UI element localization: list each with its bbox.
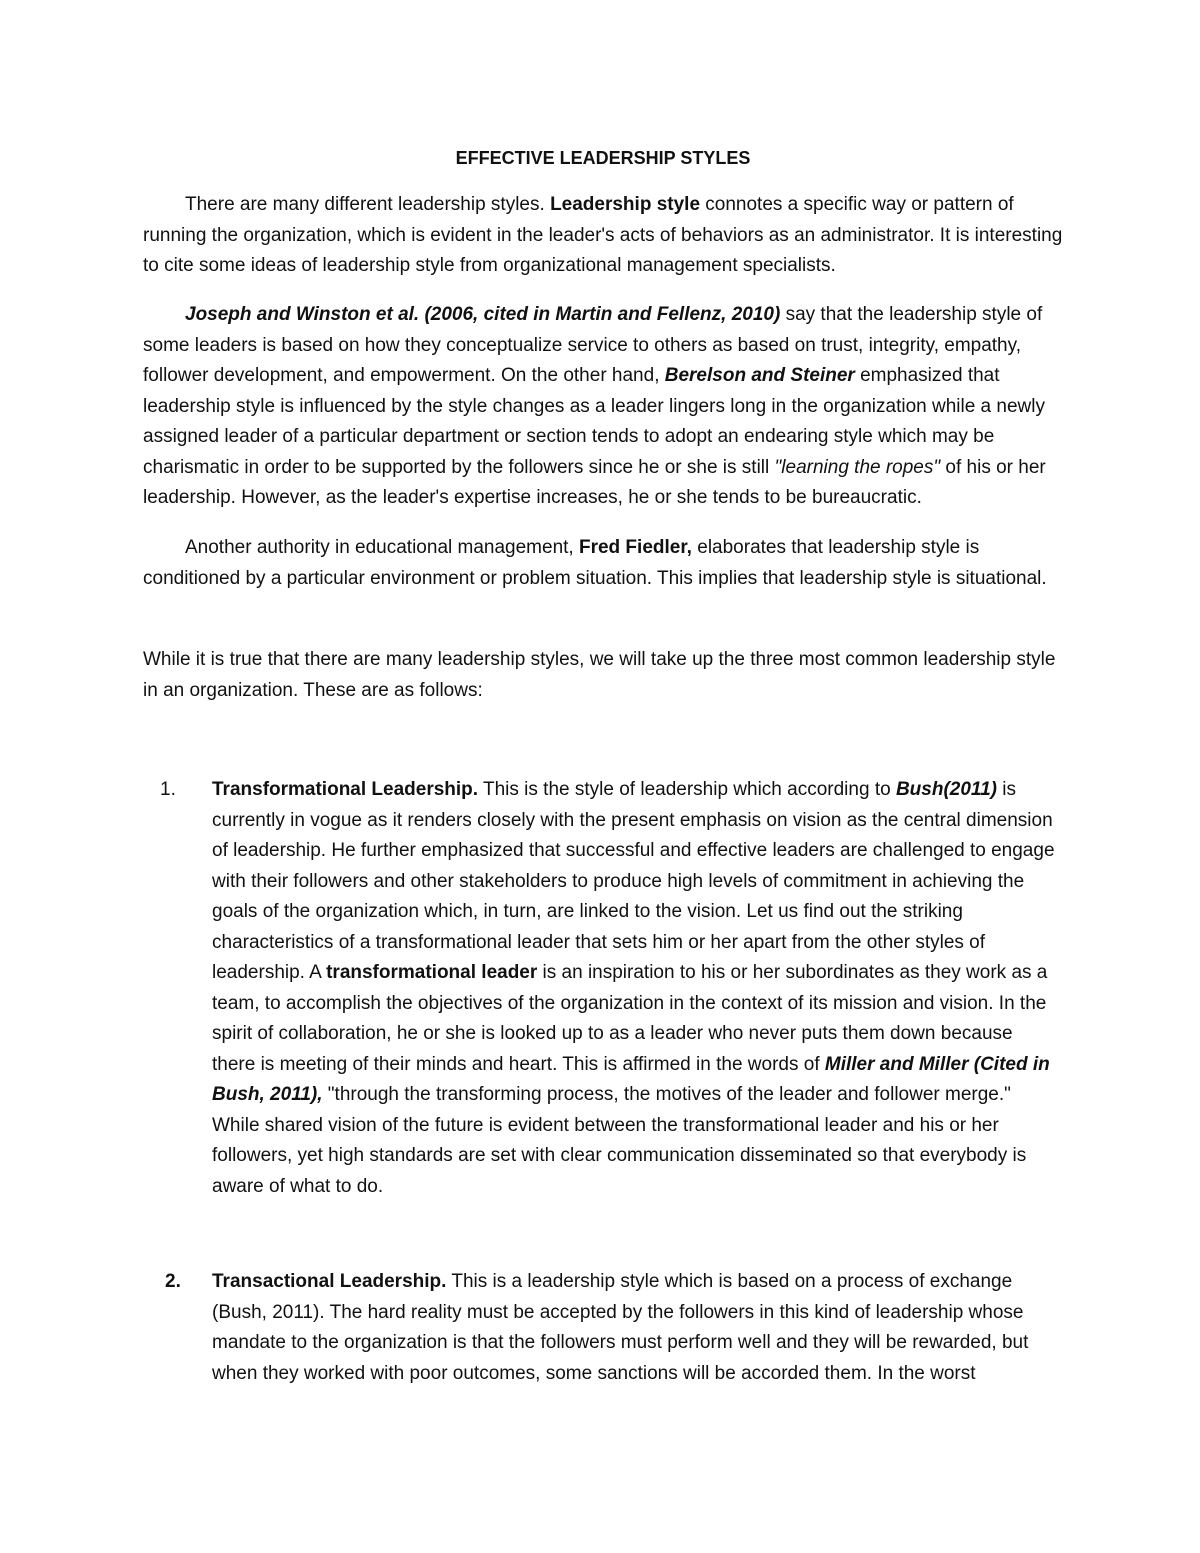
citation-berelson-steiner: Berelson and Steiner bbox=[664, 365, 855, 386]
citation-joseph-winston: Joseph and Winston et al. (2006, cited in Martin and Fellenz, 2010) bbox=[185, 304, 781, 325]
transformational-text-3: is an inspiration to his or her subordinates as they work as a team, to accomplish the objectives of the organization in the context of its mission and vision. In the spirit of collaboration, he or she is looked up to as a leader who never puts them down because there is meeting of their minds and heart. This is affirmed in the words of bbox=[212, 962, 1048, 1075]
term-transformational-leader: transformational leader bbox=[326, 962, 538, 983]
citation-miller-and-miller: Miller and Miller (Cited in Bush, 2011), bbox=[212, 1053, 1050, 1105]
citations-paragraph bbox=[143, 300, 1063, 514]
fiedler-text-1: Another authority in educational management, bbox=[185, 537, 579, 558]
transformational-text-1: This is the style of leadership which according to bbox=[478, 779, 896, 800]
intro-paragraph bbox=[143, 190, 1063, 282]
term-leadership-style: Leadership style bbox=[550, 194, 701, 215]
heading-transactional-leadership: Transactional Leadership. bbox=[212, 1271, 447, 1292]
list-item-number: 2. bbox=[165, 1271, 181, 1292]
list-item-body bbox=[212, 1267, 1057, 1389]
author-fred-fiedler: Fred Fiedler, bbox=[578, 537, 692, 558]
transactional-text-1: This is a leadership style which is based on a process of exchange (Bush, 2011). The hard reality must be accepted by the followers in this kind of leadership whose mandate to the organization is that the followers must perform well and they will be rewarded, but when they worked with poor outcomes, some sanctions will be accorded them. In the worst bbox=[212, 1271, 1029, 1384]
quote-learning-the-ropes: "learning the ropes" bbox=[774, 456, 941, 478]
citation-bush-2011: Bush(2011) bbox=[895, 779, 997, 800]
list-item-body bbox=[212, 775, 1057, 1202]
citations-text-3: of his or her leadership. However, as the leader's expertise increases, he or she tends to be bureaucratic. bbox=[143, 456, 1046, 508]
intro-text-2: connotes a specific way or pattern of running the organization, which is evident in the leader's acts of behaviors as an administrator. It is interesting to cite some ideas of leadership style from organizational management specialists. bbox=[143, 194, 1063, 276]
styles-intro-paragraph: While it is true that there are many leadership styles, we will take up the three most common leadership style in an organization. These are as follows: bbox=[143, 649, 1056, 701]
citations-text-1: say that the leadership style of some leaders is based on how they conceptualize service to others as based on trust, integrity, empathy, follower development, and empowerment. On the other hand, bbox=[143, 304, 1043, 386]
heading-transformational-leadership: Transformational Leadership. bbox=[212, 779, 479, 800]
transformational-text-4: "through the transforming process, the motives of the leader and follower merge." While shared vision of the future is evident between the transformational leader and his or her followers, yet high standards are set with clear communication disseminated so that everybody is aware of what to do. bbox=[212, 1084, 1027, 1197]
document-title: EFFECTIVE LEADERSHIP STYLES bbox=[455, 148, 751, 168]
fiedler-text-2: elaborates that leadership style is conditioned by a particular environment or problem situation. This implies that leadership style is situational. bbox=[143, 537, 1047, 589]
transformational-text-2: is currently in vogue as it renders closely with the present emphasis on vision as the central dimension of leadership. He further emphasized that successful and effective leaders are challenged to engage with their followers and other stakeholders to produce high levels of commitment in achieving the goals of the organization which, in turn, are linked to the vision. Let us find out the striking characteristics of a transformational leader that sets him or her apart from the other styles of leadership. A bbox=[212, 779, 1055, 983]
citations-text-2: emphasized that leadership style is influenced by the style changes as a leader lingers long in the organization while a newly assigned leader of a particular department or section tends to adopt an endearing style which may be charismatic in order to be supported by the followers since he or she is still bbox=[143, 365, 1045, 478]
intro-text-1: There are many different leadership styles. bbox=[185, 194, 551, 215]
document-page bbox=[143, 0, 1063, 1553]
fiedler-paragraph bbox=[143, 533, 1063, 594]
list-item-number: 1. bbox=[160, 779, 176, 800]
